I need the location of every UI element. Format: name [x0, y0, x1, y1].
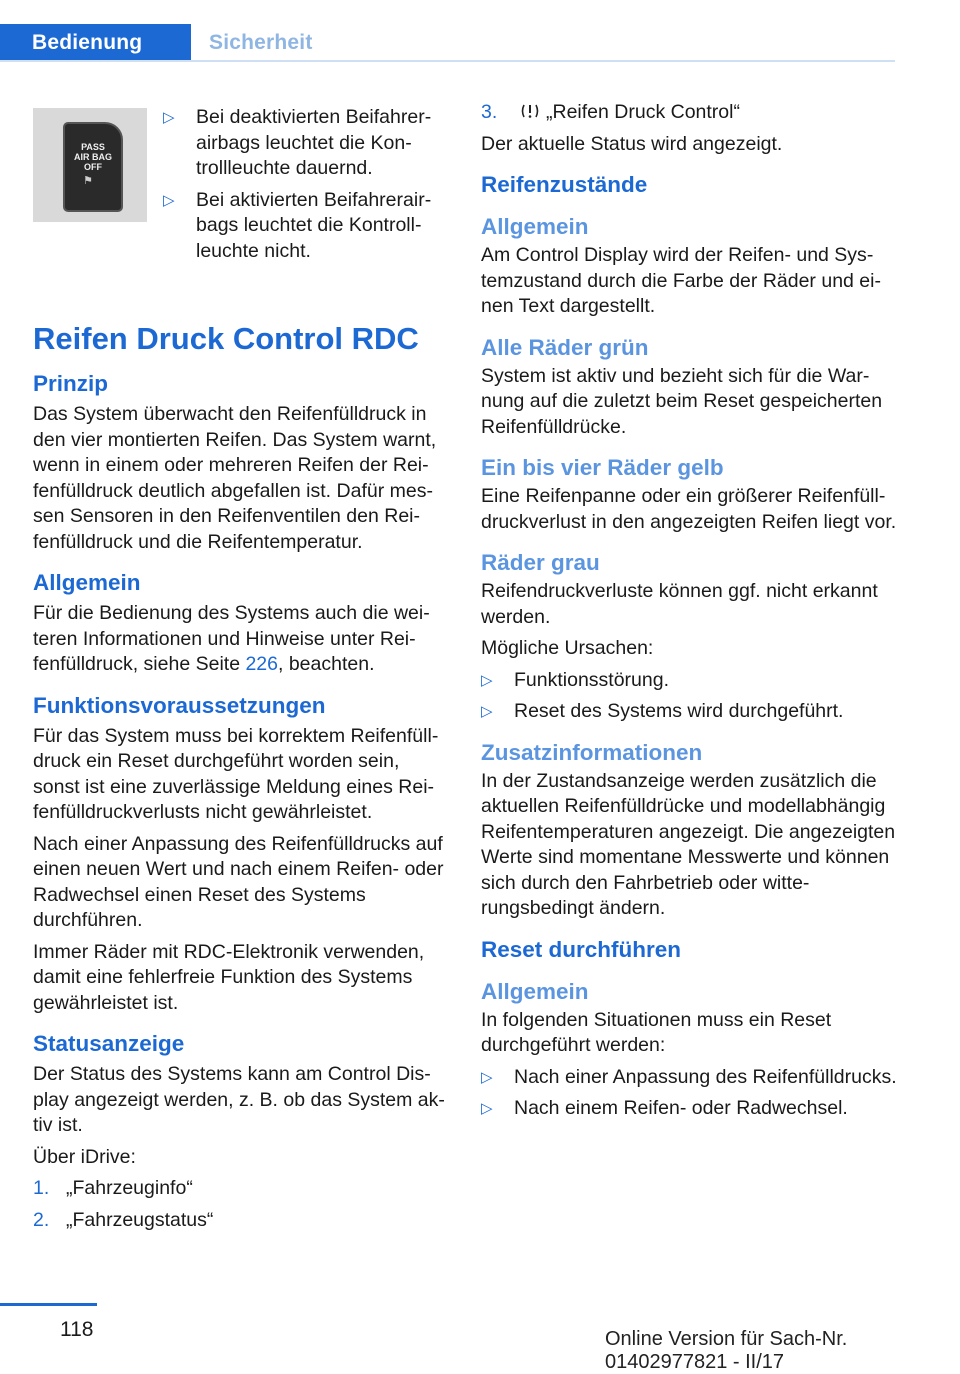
list-item: [481, 1065, 901, 1091]
arrow-bullet-icon: ▷: [163, 191, 175, 209]
allgemein-text-end: , beachten.: [278, 653, 375, 675]
page-number: 118: [60, 1318, 94, 1341]
grau-bullets: [481, 668, 901, 725]
switch-label-line1: PASS: [81, 142, 105, 152]
list-item: [481, 100, 901, 126]
tire-pressure-warning-icon: [520, 101, 540, 121]
heading-raeder-gelb: Ein bis vier Räder gelb: [481, 455, 724, 480]
bullet-text: Nach einer Anpassung des Reifenfülldrucks.: [514, 1065, 897, 1088]
list-item: [481, 668, 901, 694]
tab-bedienung[interactable]: Bedienung: [0, 24, 191, 61]
paragraph-gruen: System ist aktiv und bezieht sich für die Warnung auf die zuletzt beim Reset gespeicherten Reifenfülldrücke.: [481, 364, 883, 438]
bullet-text: Funktionsstörung.: [514, 668, 670, 691]
heading-reset: Reset durchführen: [481, 936, 682, 962]
heading-reifenzustaende: Reifenzustände: [481, 172, 648, 197]
paragraph-funktion-1: Für das System muss bei korrektem Reifenfülldruck ein Reset durchgeführt worden sein, sonst ist eine zuverlässige Meldung eines Reifenfülldruckverlusts nicht gewährleistet.: [33, 724, 439, 823]
list-item: [33, 1208, 451, 1234]
heading-reset-allgemein: Allgemein: [481, 978, 589, 1004]
heading-allgemein: Allgemein: [33, 570, 141, 595]
paragraph-allgemein: [33, 601, 451, 678]
paragraph-allgemein-2: Am Control Display wird der Reifen- und Systemzustand durch die Farbe der Räder und einen Text dargestellt.: [481, 244, 881, 317]
arrow-bullet-icon: ▷: [481, 1100, 493, 1117]
list-item: [163, 188, 451, 265]
header-divider: [0, 60, 895, 62]
page-link[interactable]: 226: [245, 653, 278, 675]
paragraph-status-2: Über iDrive:: [33, 1145, 136, 1168]
airbag-switch-image: [33, 108, 147, 222]
airbag-switch-body: [63, 122, 123, 212]
step-number: 2.: [33, 1208, 50, 1231]
heading-raeder-grau: Räder grau: [481, 550, 600, 575]
step-number: 1.: [33, 1177, 50, 1199]
paragraph-funktion-3: Immer Räder mit RDC-Elektronik verwenden, damit eine fehlerfreie Funktion des Systems gewährleistet ist.: [33, 940, 425, 1014]
airbag-figure-row: [33, 100, 451, 270]
idrive-steps-continued: [481, 100, 901, 126]
heading-statusanzeige: Statusanzeige: [33, 1031, 185, 1056]
heading-prinzip: Prinzip: [33, 371, 109, 396]
switch-label-line3: OFF: [84, 162, 102, 172]
section-title-rdc: Reifen Druck Control RDC: [33, 321, 419, 356]
bullet-text: Nach einem Reifen- oder Radwechsel.: [514, 1097, 848, 1119]
heading-funktionsvoraussetzungen: Funktionsvoraussetzungen: [33, 692, 326, 718]
paragraph-zusatz: In der Zustandsanzeige werden zusätzlich die aktuellen Reifenfülldrücke und modellabhängig Reifentemperaturen angezeigt. Die angezeigten Werte sind momentane Messwerte und können sich durch den Fahrbetrieb oder witterungsbedingt ändern.: [481, 769, 896, 919]
switch-label-line2: AIR BAG: [74, 152, 112, 162]
reset-bullets: [481, 1065, 901, 1122]
heading-allgemein-2: Allgemein: [481, 214, 589, 239]
airbag-bullets: [163, 105, 451, 270]
airbag-seat-icon: ⚑: [83, 174, 93, 187]
arrow-bullet-icon: ▷: [481, 703, 493, 720]
online-version-note: Online Version für Sach-Nr. 01402977821 - II/17: [605, 1328, 848, 1373]
paragraph-gelb: Eine Reifenpanne oder ein größerer Reifenfülldruckverlust in den angezeigten Reifen liegt vor.: [481, 485, 897, 533]
paragraph-funktion-2: Nach einer Anpassung des Reifenfülldrucks auf einen neuen Wert und nach einem Reifen- oder Radwechsel einen Reset des Systems durchführen.: [33, 832, 444, 931]
step-number: 3.: [481, 101, 498, 123]
arrow-bullet-icon: ▷: [163, 109, 175, 126]
paragraph-prinzip: Das System überwacht den Reifenfülldruck in den vier montierten Reifen. Das System warnt, wenn in einem oder mehreren Reifen der Reifenfülldruck deutlich abgefallen ist. Dafür messen Sensoren in den Reifenventilen den Reifenfülldruck und die Reifentemperatur.: [33, 403, 437, 553]
paragraph-status-1: Der Status des Systems kann am Control Display angezeigt werden, z. B. ob das System aktiv ist.: [33, 1063, 445, 1136]
list-item: [163, 105, 451, 182]
bullet-text: Reset des Systems wird durchgeführt.: [514, 700, 844, 722]
paragraph-grau: Reifendruckverluste können ggf. nicht erkannt werden.: [481, 580, 878, 628]
airbag-switch-label: [65, 142, 121, 172]
heading-alle-raeder-gruen: Alle Räder grün: [481, 334, 649, 360]
step-text: „Reifen Druck Control“: [546, 101, 740, 123]
idrive-steps: [33, 1176, 451, 1233]
bullet-text: Bei deaktivierten Beifahrerairbags leuchtet die Kontrollleuchte dauernd.: [196, 106, 432, 179]
list-item: [481, 1096, 901, 1122]
list-item: [481, 699, 901, 725]
arrow-bullet-icon: ▷: [481, 1068, 493, 1086]
tab-sicherheit[interactable]: Sicherheit: [209, 31, 313, 54]
list-item: [33, 1176, 451, 1202]
allgemein-text: Für die Bedienung des Systems auch die weiteren Informationen und Hinweise unter Reifenfülldruck, siehe Seite: [33, 602, 430, 675]
paragraph-grau-2: Mögliche Ursachen:: [481, 637, 654, 659]
step-text: „Fahrzeugstatus“: [66, 1208, 214, 1231]
arrow-bullet-icon: ▷: [481, 671, 493, 689]
bullet-text: Bei aktivierten Beifahrerairbags leuchtet die Kontrollleuchte nicht.: [196, 188, 432, 262]
paragraph-reset: In folgenden Situationen muss ein Reset durchgeführt werden:: [481, 1008, 832, 1056]
right-column: [481, 100, 901, 1128]
left-column: [33, 100, 451, 1239]
chapter-tabs: [0, 24, 329, 61]
paragraph-status-line: Der aktuelle Status wird angezeigt.: [481, 132, 783, 155]
step-text: „Fahrzeuginfo“: [66, 1177, 193, 1199]
footer-divider: [0, 1303, 97, 1306]
heading-zusatzinformationen: Zusatzinformationen: [481, 739, 703, 765]
